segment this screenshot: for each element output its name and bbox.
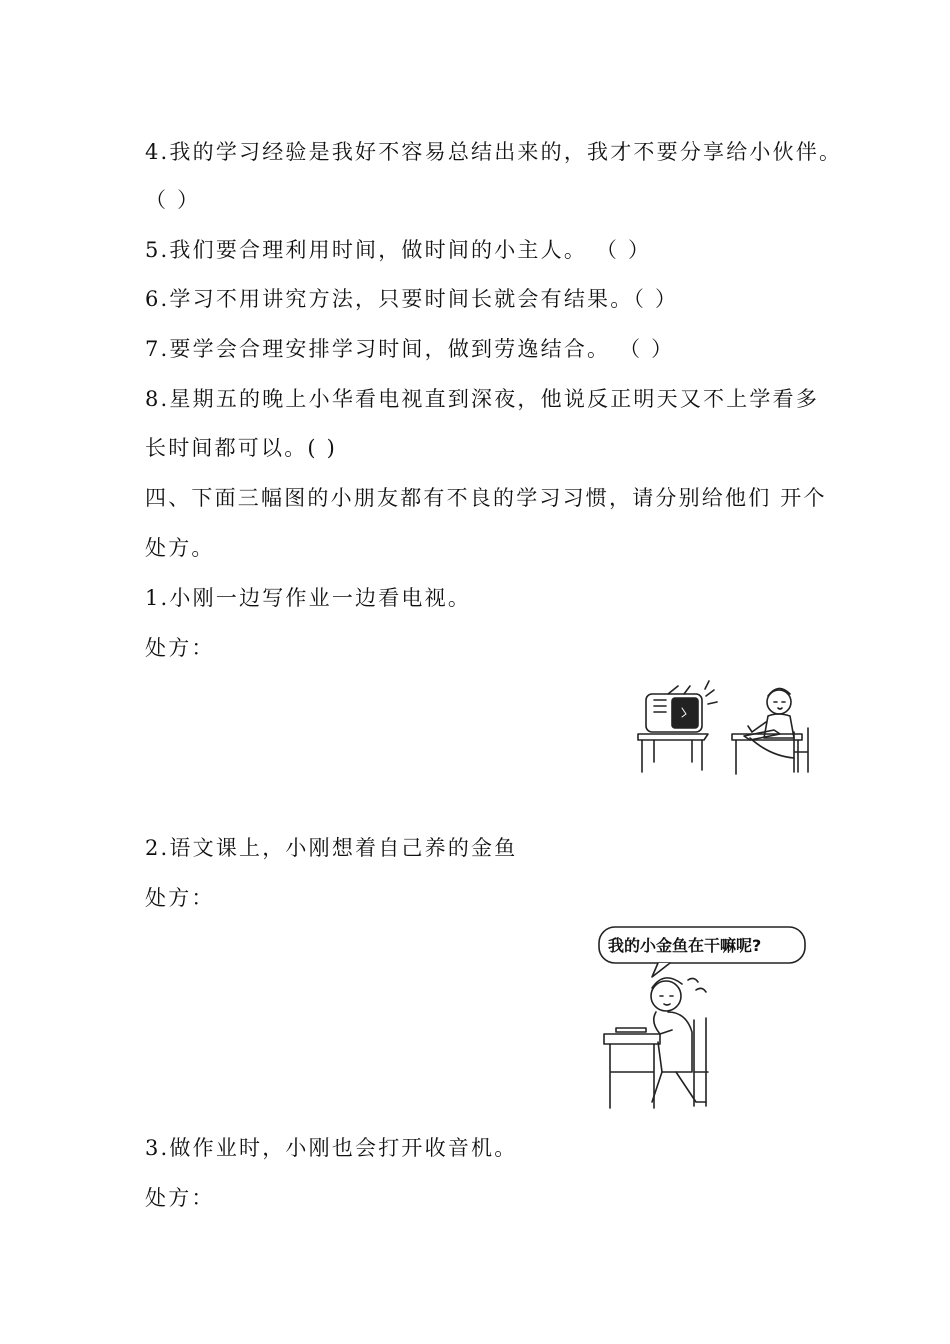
item-1-prescription-label: 处方： <box>145 636 215 660</box>
question-6: 6.学习不用讲究方法，只要时间长就会有结果。（ ） <box>145 287 679 311</box>
question-7: 7.要学会合理安排学习时间，做到劳逸结合。 （ ） <box>145 337 675 361</box>
question-5: 5.我们要合理利用时间，做时间的小主人。 （ ） <box>145 238 652 262</box>
section-4-heading-line-1: 四、下面三幅图的小朋友都有不良的学习习惯，请分别给他们 开个 <box>145 486 827 510</box>
speech-bubble-text: 我的小金鱼在干嘛呢? <box>608 936 762 955</box>
boy-daydreaming-at-desk-illustration <box>596 922 810 1114</box>
question-4-answer-paren: （ ） <box>145 188 201 212</box>
item-3-text: 3.做作业时，小刚也会打开收音机。 <box>145 1136 518 1160</box>
item-2-prescription-label: 处方： <box>145 886 215 910</box>
item-2-text: 2.语文课上，小刚想着自己养的金鱼 <box>145 836 518 860</box>
item-1-text: 1.小刚一边写作业一边看电视。 <box>145 586 472 610</box>
item-3-prescription-label: 处方： <box>145 1186 215 1210</box>
question-8-line-1: 8.星期五的晚上小华看电视直到深夜，他说反正明天又不上学看多 <box>145 387 820 411</box>
question-8-line-2: 长时间都可以。( ) <box>145 436 338 460</box>
section-4-heading-line-2: 处方。 <box>145 536 215 560</box>
question-4-text: 4.我的学习经验是我好不容易总结出来的，我才不要分享给小伙伴。 <box>145 140 843 164</box>
tv-and-boy-doing-homework-illustration <box>632 676 814 778</box>
